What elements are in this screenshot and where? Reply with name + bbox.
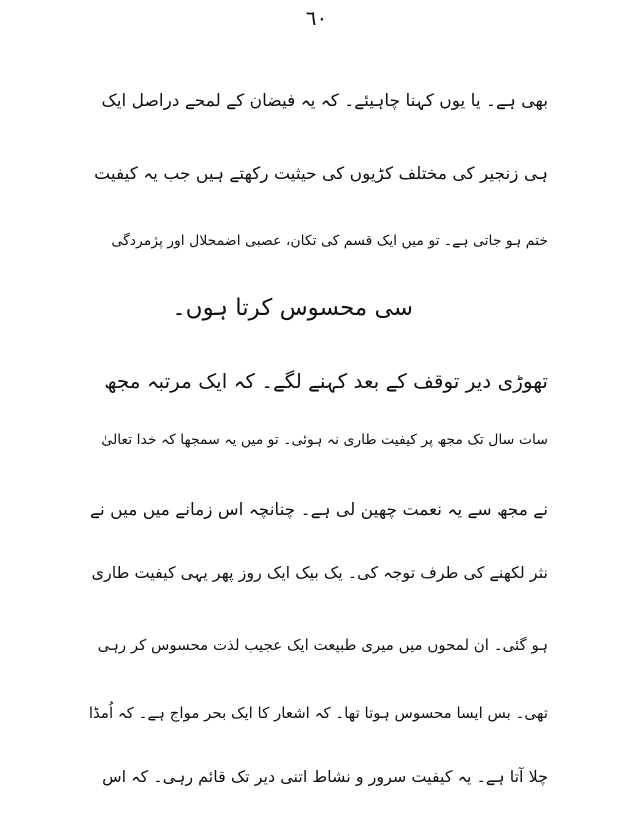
text-line: سی محسوس کرتا ہوں۔ [172, 295, 413, 321]
text-line: چلا آتا ہے۔ یہ کیفیت سرور و نشاط اتنی دیر تک قائم رہی۔ کہ اس [102, 767, 548, 786]
text-line: تھوڑی دیر توقف کے بعد کہنے لگے۔ کہ ایک مرتبہ مجھ [104, 369, 548, 393]
text-line: ہی زنجیر کی مختلف کڑیوں کی حیثیت رکھتے ہیں جب یہ کیفیت [94, 164, 548, 184]
text-line: نثر لکھنے کی طرف توجہ کی۔ یک بیک ایک روز پھر یہی کیفیت طاری [91, 563, 548, 582]
text-line: بھی ہے۔ یا یوں کہنا چاہیئے۔ کہ یہ فیضان کے لمحے دراصل ایک [101, 91, 548, 111]
text-line: تھی۔ بس ایسا محسوس ہوتا تھا۔ کہ اشعار کا ایک بحر مواج ہے۔ کہ اُمڈا [88, 704, 548, 722]
text-line: ختم ہو جاتی ہے۔ تو میں ایک قسم کی تکان، عصبی اضمحلال اور پژمردگی [111, 233, 548, 249]
text-line: ہو گئی۔ ان لمحوں میں میری طبیعت ایک عجیب لذت محسوس کر رہی [97, 636, 548, 654]
page-number: ٦٠ [305, 6, 328, 30]
text-line: نے مجھ سے یہ نعمت چھین لی ہے۔ چنانچہ اس زمانے میں میں نے [90, 500, 548, 520]
text-line: سات سال تک مجھ پر کیفیت طاری نہ ہوئی۔ تو میں یہ سمجھا کہ خدا تعالیٰ [101, 432, 548, 448]
